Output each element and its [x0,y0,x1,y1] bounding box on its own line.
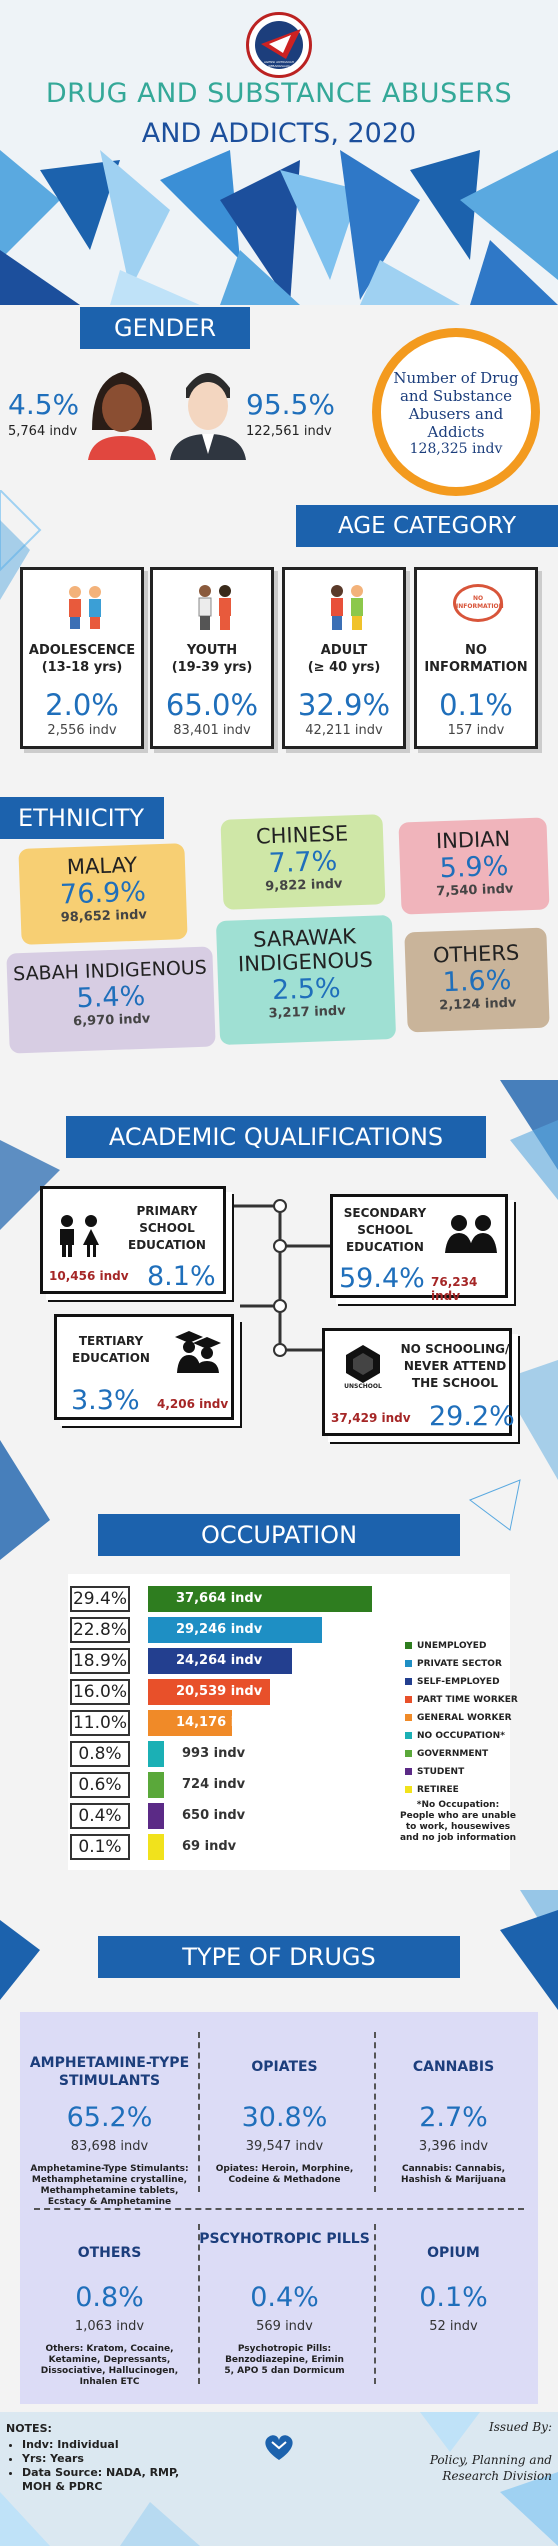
legend-swatch [405,1642,412,1649]
age-label: ADULT [320,643,368,658]
total-circle [372,328,540,496]
male-percent: 95.5% [246,388,335,421]
occupation-percent-box: 0.1% [70,1834,130,1860]
stamp-icon: NO INFORMATION [453,584,503,622]
academic-count: 37,429 indv [331,1411,411,1425]
legend-label: UNEMPLOYED [417,1641,487,1651]
ethnicity-card-chinese [220,814,385,910]
legend-item [405,1694,518,1706]
drug-percent: 2.7% [419,2102,488,2133]
adolescent-icon [65,584,105,630]
academic-name: TERTIARY EDUCATION [72,1334,150,1365]
ethnicity-percent: 5.9% [439,850,509,885]
drug-card-opiates [197,2054,372,2186]
academic-count: 10,456 indv [49,1269,129,1283]
drug-percent: 0.1% [419,2282,488,2313]
occupation-percent-box: 18.9% [70,1648,130,1674]
legend-label: GENERAL WORKER [417,1713,512,1723]
occupation-count: 650 indv [182,1808,246,1823]
drug-description: Cannabis: Cannabis, Hashish & Marijuana [401,2164,506,2185]
drug-name: OTHERS [77,2245,142,2261]
legend-item [405,1640,486,1652]
note-item: • Yrs: Years [22,2452,202,2466]
drug-name: OPIUM [427,2245,480,2261]
male-avatar-icon [168,358,248,460]
occupation-bar [148,1834,164,1860]
legend-item [405,1712,512,1724]
occupation-percent-box: 29.4% [70,1586,130,1612]
ethnicity-card-sabah-indigenous [6,946,215,1053]
occupation-percent-box: 0.8% [70,1741,130,1767]
ethnicity-name: MALAY [66,852,138,880]
age-percent: 65.0% [165,688,259,722]
title-line-1: DRUG AND SUBSTANCE ABUSERS [45,78,513,109]
age-percent: 2.0% [45,688,119,722]
drug-name: PSCYHOTROPIC PILLS [199,2231,370,2247]
drug-percent: 65.2% [66,2102,153,2133]
age-box-youth [150,567,274,749]
drug-description: Others: Kratom, Cocaine, Ketamine, Depressants, Dissociative, Hallucinogen, Inhalen ETC [40,2344,179,2387]
legend-label: RETIREE [417,1785,459,1795]
legend-label: PRIVATE SECTOR [417,1659,502,1669]
drug-count: 52 indv [429,2319,478,2334]
legend-label: STUDENT [417,1767,465,1777]
occupation-count: 14,176 indv [176,1715,263,1730]
drug-count: 83,698 indv [70,2139,149,2154]
note-item: • Indv: Individual [22,2438,202,2452]
bird-icon [261,29,301,59]
ethnicity-percent: 76.9% [59,876,147,911]
academic-name: PRIMARY SCHOOL EDUCATION [128,1204,206,1252]
age-box-no-information [414,567,538,749]
drug-description: Psychotropic Pills: Benzodiazepine, Erimin 5, APO 5 dan Dormicum [224,2344,345,2376]
legend-label: PART TIME WORKER [417,1695,518,1705]
legend-item [405,1676,500,1688]
title-line-2: AND ADDICTS, 2020 [141,118,417,149]
occupation-count: 24,264 indv [176,1653,263,1668]
occupation-percent-box: 22.8% [70,1617,130,1643]
ethnicity-count: 3,217 indv [268,1003,346,1022]
female-count: 5,764 indv [8,424,78,439]
drug-description: Amphetamine-Type Stimulants: Methamphetamine crystalline, Methamphetamine tablets, Ecstacy & Amphetamine [30,2164,189,2207]
age-percent: 32.9% [297,688,391,722]
age-label: YOUTH [186,643,238,658]
male-count: 122,561 indv [246,424,332,439]
legend-label: GOVERNMENT [417,1749,489,1759]
students-icon [443,1213,499,1253]
occupation-bar [148,1803,164,1829]
occupation-percent-box: 11.0% [70,1710,130,1736]
age-count: 42,211 indv [305,723,383,738]
drug-name: CANNABIS [412,2059,495,2075]
legend-swatch [405,1678,412,1685]
age-count: 2,556 indv [47,723,117,738]
ethnicity-percent: 1.6% [442,964,512,999]
ethnicity-heading: ETHNICITY [0,797,164,839]
occupation-heading: OCCUPATION [98,1514,460,1556]
ethnicity-name: OTHERS [432,940,520,968]
agency-logo: AGENSI ANTIDADAH KEBANGSAAN [246,12,312,78]
academic-count: 4,206 indv [157,1397,229,1411]
occupation-bar [148,1741,164,1767]
drug-count: 1,063 indv [74,2319,145,2334]
adult-icon [327,584,367,630]
legend-item [405,1766,464,1778]
occupation-percent-box: 0.6% [70,1772,130,1798]
footer [0,2412,558,2546]
age-count: 83,401 indv [173,723,251,738]
legend-item [405,1658,502,1670]
academic-card-secondary [330,1194,508,1303]
female-percent: 4.5% [8,388,80,421]
drug-count: 39,547 indv [245,2139,324,2154]
drug-percent: 30.8% [241,2102,328,2133]
age-box-adult [282,567,406,749]
students-icon [57,1213,103,1257]
ethnicity-count: 2,124 indv [439,995,517,1014]
ethnicity-card-indian [398,817,549,914]
legend-swatch [405,1750,412,1757]
age-percent: 0.1% [439,688,513,722]
ethnicity-card-others [404,928,549,1033]
occupation-count: 993 indv [182,1746,246,1761]
total-label: Number of Drug and Substance Abusers and Addicts [393,369,519,441]
age-label: NO [465,643,487,658]
academic-percent: 8.1% [147,1261,216,1292]
drug-card-cannabis [366,2054,541,2186]
graduates-icon [175,1327,221,1373]
legend-swatch [405,1696,412,1703]
ethnicity-percent: 5.4% [76,980,146,1015]
occupation-count: 20,539 indv [176,1684,263,1699]
notes-title: NOTES: [6,2422,52,2435]
ethnicity-name: CHINESE [255,821,349,849]
ethnicity-card-sarawak-indigenous [216,915,396,1045]
occupation-percent-box: 16.0% [70,1679,130,1705]
ethnicity-count: 7,540 indv [436,881,514,900]
occupation-count: 37,664 indv [176,1591,263,1606]
notes-list [22,2438,202,2494]
academic-name: NO SCHOOLING/ NEVER ATTEND THE SCHOOL [400,1342,510,1390]
ethnicity-count: 98,652 indv [60,907,148,926]
legend-swatch [405,1732,412,1739]
drug-description: Opiates: Heroin, Morphine, Codeine & Methadone [215,2164,354,2185]
academic-count: 76,234 indv [431,1275,478,1303]
legend-label: SELF-EMPLOYED [417,1677,500,1687]
legend-label: NO OCCUPATION* [417,1731,505,1741]
ethnicity-percent: 2.5% [271,972,342,1007]
academic-card-no-schooling [322,1328,515,1436]
unschool-label: UNSCHOOL [344,1383,382,1390]
agency-emblem-icon [262,2432,296,2462]
issuer-name: Policy, Planning and Research Division [429,2453,552,2483]
academic-heading: ACADEMIC QUALIFICATIONS [66,1116,486,1158]
legend-item [405,1748,488,1760]
occupation-note: *No Occupation: People who are unable to work, housewives and no job information [399,1800,517,1843]
note-item: • Data Source: NADA, RMP, MOH & PDRC [22,2466,202,2494]
age-box-adolescence [20,567,144,749]
drug-name: OPIATES [251,2059,318,2075]
legend-item [405,1784,459,1796]
academic-card-primary [40,1186,226,1294]
ethnicity-name: SABAH INDIGENOUS [12,956,208,986]
age-range: INFORMATION [424,660,528,675]
age-range: (19-39 yrs) [171,660,253,675]
age-count: 157 indv [447,723,505,738]
ethnicity-count: 9,822 indv [265,876,343,895]
academic-card-tertiary [54,1314,234,1420]
issued-by-label: Issued By: [488,2420,552,2434]
drug-count: 3,396 indv [418,2139,489,2154]
age-range: (≥ 40 yrs) [307,660,381,675]
drug-card-others [22,2240,197,2388]
ethnicity-count: 6,970 indv [72,1011,151,1030]
gender-heading: GENDER [80,307,250,349]
unschool-icon [343,1343,383,1383]
total-value: 128,325 indv [409,441,503,457]
occupation-count: 29,246 indv [176,1622,263,1637]
occupation-count: 69 indv [182,1839,237,1854]
ethnicity-name: SARAWAK INDIGENOUS [237,924,374,977]
age-label: ADOLESCENCE [28,643,136,658]
occupation-bar [148,1772,164,1798]
drug-count: 569 indv [256,2319,313,2334]
ethnicity-name: INDIAN [435,826,511,854]
occupation-percent-box: 0.4% [70,1803,130,1829]
drug-card-opium [366,2240,541,2334]
ethnicity-percent: 7.7% [268,845,338,880]
drug-card-amphetamine [22,2054,197,2208]
youth-icon [195,584,235,630]
legend-swatch [405,1714,412,1721]
age-range: (13-18 yrs) [41,660,123,675]
legend-item [405,1730,505,1742]
age-heading: AGE CATEGORY [296,505,558,547]
drug-percent: 0.8% [75,2282,144,2313]
drug-percent: 0.4% [250,2282,319,2313]
female-avatar-icon [84,360,160,460]
drugs-heading: TYPE OF DRUGS [98,1936,460,1978]
occupation-count: 724 indv [182,1777,246,1792]
academic-percent: 29.2% [429,1401,515,1432]
academic-percent: 59.4% [339,1263,425,1294]
legend-swatch [405,1786,412,1793]
academic-percent: 3.3% [71,1385,140,1416]
drug-name: AMPHETAMINE-TYPE STIMULANTS [29,2055,190,2089]
ethnicity-card-malay [18,843,187,945]
drug-card-psychotropic-pills [197,2230,372,2377]
academic-name: SECONDARY SCHOOL EDUCATION [343,1206,427,1254]
legend-swatch [405,1660,412,1667]
legend-swatch [405,1768,412,1775]
